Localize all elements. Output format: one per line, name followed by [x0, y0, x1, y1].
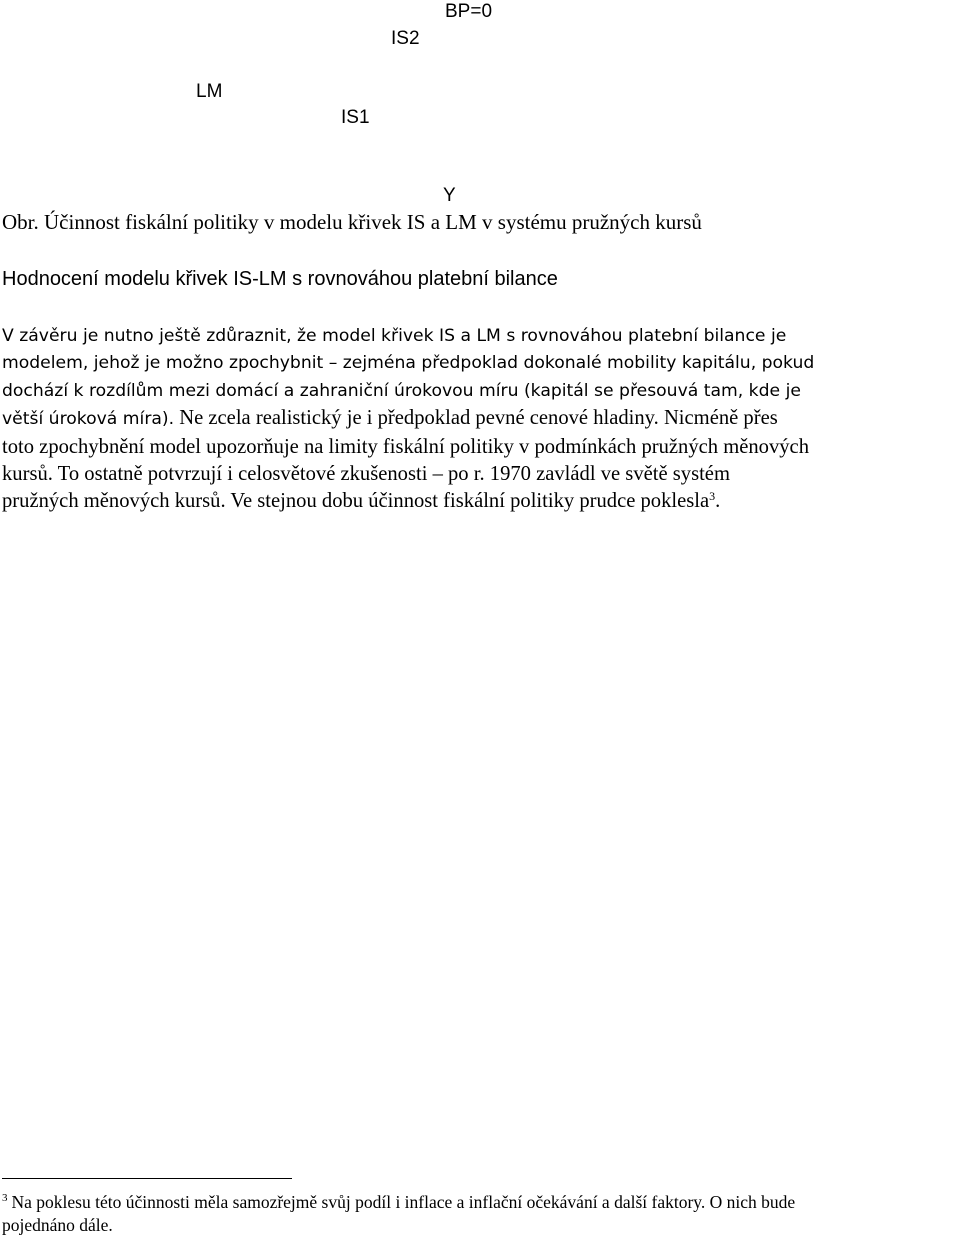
figure-label-is1: IS1	[341, 107, 370, 128]
figure-label-is2: IS2	[391, 28, 420, 49]
paragraph-line: dochází k rozdílům mezi domácí a zahraniční úrokovou míru (kapitál se přesouvá tam, kde je	[2, 380, 801, 401]
body-paragraph	[2, 323, 960, 516]
footnote-separator	[2, 1178, 292, 1179]
paragraph-line	[2, 488, 960, 515]
paragraph-line-part: větší úroková míra).	[2, 409, 175, 430]
figure-label-lm: LM	[196, 81, 223, 102]
paragraph-line-part: pružných měnových kursů. Ve stejnou dobu účinnost fiskální politiky prudce poklesla	[2, 490, 710, 513]
figure-label-y: Y	[443, 185, 456, 206]
footnote-reference: 3	[709, 489, 716, 504]
paragraph-line	[2, 405, 960, 433]
footnote-line: pojednáno dále.	[2, 1215, 113, 1235]
figure-caption: Obr. Účinnost fiskální politiky v modelu křivek IS a LM v systému pružných kursů	[2, 210, 702, 234]
figure-label-bp: BP=0	[445, 1, 493, 22]
paragraph-line-part: Ne zcela realistický je i předpoklad pevné cenové hladiny. Nicméně přes	[174, 407, 778, 430]
paragraph-line: modelem, jehož je možno zpochybnit – zejména předpoklad dokonalé mobility kapitálu, pokud	[2, 353, 815, 374]
footnote	[2, 1191, 942, 1237]
footnote-line	[2, 1191, 942, 1214]
section-heading: Hodnocení modelu křivek IS-LM s rovnováhou platební bilance	[2, 268, 558, 290]
paragraph-line: toto zpochybnění model upozorňuje na limity fiskální politiky v podmínkách pružných měnových	[2, 435, 809, 458]
paragraph-line-part: .	[715, 490, 721, 513]
footnote-marker: 3	[2, 1192, 8, 1204]
paragraph-line: V závěru je nutno ještě zdůraznit, že model křivek IS a LM s rovnováhou platební bilance je	[2, 326, 787, 346]
paragraph-line: kursů. To ostatně potvrzují i celosvětové zkušenosti – po r. 1970 zavládl ve světě systém	[2, 463, 730, 486]
footnote-text: Na poklesu této účinnosti měla samozřejmě svůj podíl i inflace a inflační očekávání a další faktory. O nich bude	[11, 1192, 796, 1212]
